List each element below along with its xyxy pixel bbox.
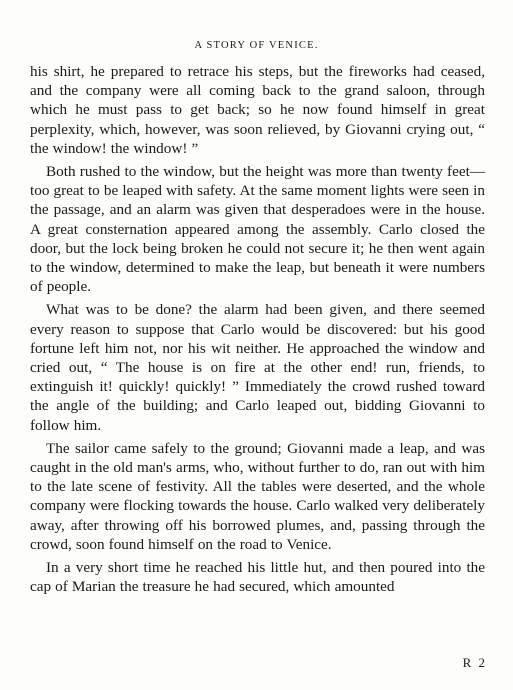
paragraph: his shirt, he prepared to retrace his steps, but the fireworks had ceased, and the company were all coming back to the grand saloon, through which he must pass to get back; so he now found himself in great perplexity, which, however, was soon relieved, by Giovanni crying out, “ the window! the window! ” [30, 63, 485, 157]
paragraph: Both rushed to the window, but the height was more than twenty feet—too great to be leaped with safety. At the same moment lights were seen in the passage, and an alarm was given that desperadoes were in the house. A great consternation appeared among the assembly. Carlo closed the door, but the lock being broken he could not secure it; he then went again to the window, determined to make the leap, but beneath it were numbers of people. [30, 163, 485, 296]
paragraph: In a very short time he reached his little hut, and then poured into the cap of Marian the treasure he had secured, which amounted [30, 559, 485, 596]
running-head: A STORY OF VENICE. [194, 40, 319, 51]
body-text [30, 62, 485, 600]
signature-mark: R 2 [462, 655, 487, 670]
paragraph: The sailor came safely to the ground; Giovanni made a leap, and was caught in the old man's arms, who, without further to do, ran out with him to the late scene of festivity. All the tables were deserted, and the whole company were flocking towards the house. Carlo walked very deliberately away, after throwing off his borrowed plumes, and, passing through the crowd, soon found himself on the road to Venice. [30, 439, 485, 553]
paragraph: What was to be done? the alarm had been given, and there seemed every reason to suppose that Carlo would be discovered: but his good fortune left him not, nor his wit neither. He approached the window and cried out, “ The house is on fire at the other end! run, friends, to extinguish it! quickly! quickly! ” Immediately the crowd rushed toward the angle of the building; and Carlo leaped out, bidding Giovanni to follow him. [30, 301, 485, 434]
